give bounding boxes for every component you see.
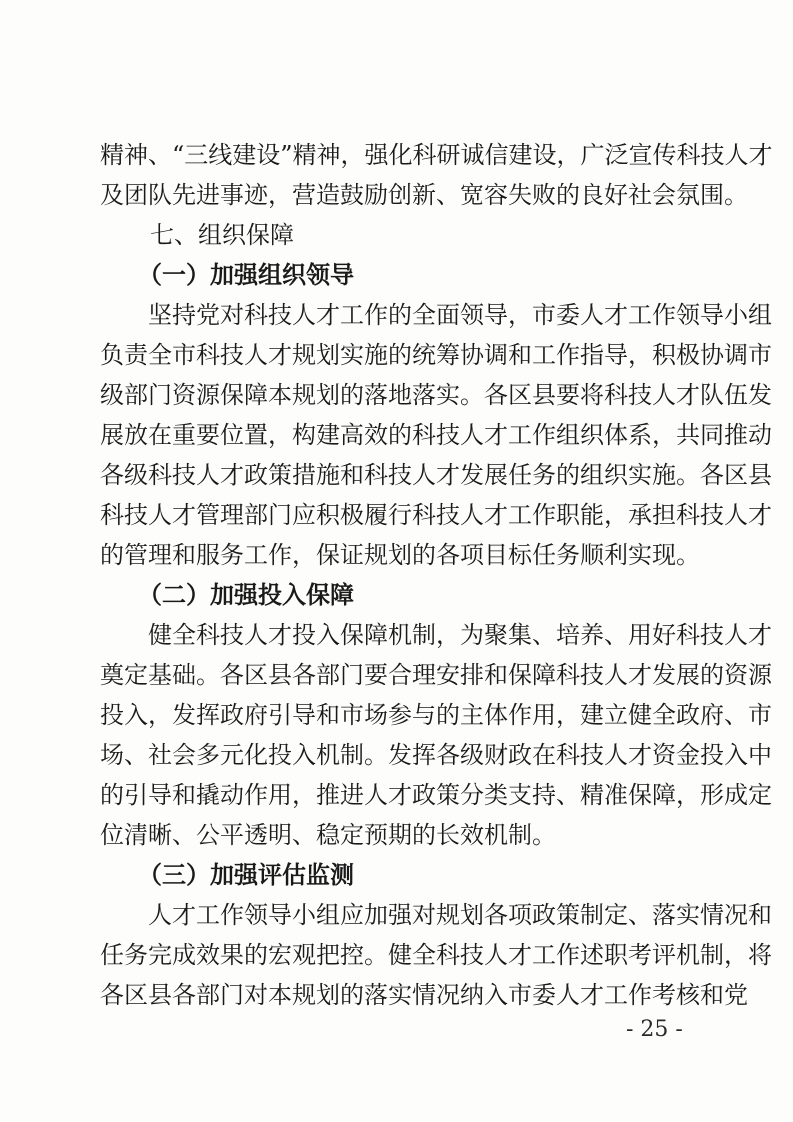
subsection-heading: （二）加强投入保障	[138, 580, 354, 609]
body-line: 精神、“三线建设”精神，强化科研诚信建设，广泛宣传科技人才	[100, 141, 773, 169]
page-number: - 25 -	[626, 1017, 683, 1042]
body-line: 各区县各部门对本规划的落实情况纳入市委人才工作考核和党	[100, 981, 748, 1009]
body-line: 展放在重要位置，构建高效的科技人才工作组织体系，共同推动	[100, 421, 772, 449]
body-line: 的引导和撬动作用，推进人才政策分类支持、精准保障，形成定	[100, 781, 772, 809]
subsection-heading: （一）加强组织领导	[138, 260, 354, 289]
body-line: 负责全市科技人才规划实施的统筹协调和工作指导，积极协调市	[100, 341, 772, 369]
body-line: 坚持党对科技人才工作的全面领导，市委人才工作领导小组	[148, 301, 772, 329]
section-heading: 七、组织保障	[150, 221, 294, 249]
body-line: 人才工作领导小组应加强对规划各项政策制定、落实情况和	[148, 901, 772, 929]
body-line: 位清晰、公平透明、稳定预期的长效机制。	[100, 821, 556, 849]
body-line: 各级科技人才政策措施和科技人才发展任务的组织实施。各区县	[100, 461, 772, 489]
body-line: 的管理和服务工作，保证规划的各项目标任务顺利实现。	[100, 541, 700, 569]
body-line: 及团队先进事迹，营造鼓励创新、宽容失败的良好社会氛围。	[100, 181, 748, 209]
body-line: 场、社会多元化投入机制。发挥各级财政在科技人才资金投入中	[100, 741, 772, 769]
body-line: 级部门资源保障本规划的落地落实。各区县要将科技人才队伍发	[100, 381, 772, 409]
subsection-heading: （三）加强评估监测	[138, 860, 354, 889]
body-line: 奠定基础。各区县各部门要合理安排和保障科技人才发展的资源	[100, 661, 772, 689]
body-line: 任务完成效果的宏观把控。健全科技人才工作述职考评机制，将	[100, 941, 772, 969]
body-line: 科技人才管理部门应积极履行科技人才工作职能，承担科技人才	[100, 501, 772, 529]
body-line: 健全科技人才投入保障机制，为聚集、培养、用好科技人才	[148, 621, 772, 649]
body-line: 投入，发挥政府引导和市场参与的主体作用，建立健全政府、市	[100, 701, 772, 729]
